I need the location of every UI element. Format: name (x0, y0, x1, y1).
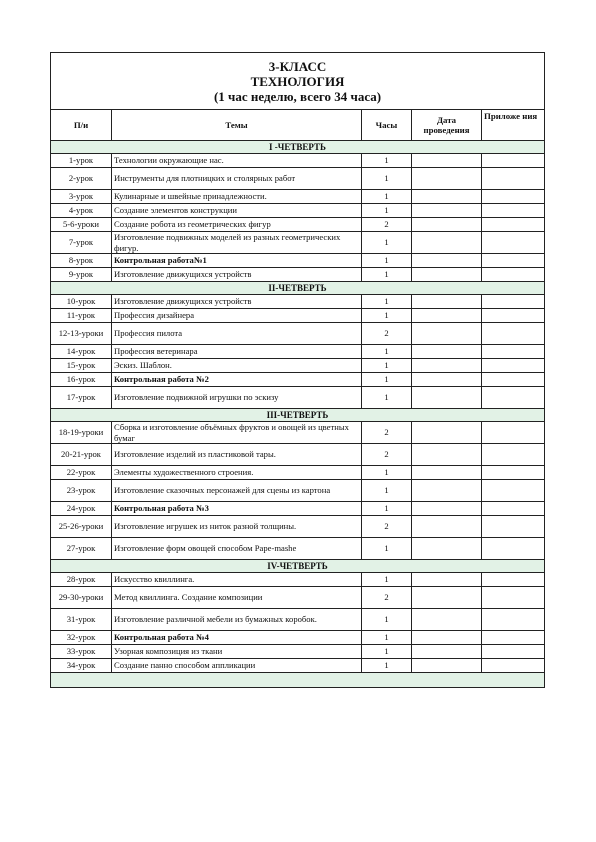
lesson-number: 29-30-уроки (51, 587, 112, 609)
lesson-number: 10-урок (51, 295, 112, 309)
lesson-date-cell (412, 631, 482, 645)
lesson-date-cell (412, 444, 482, 466)
quarter-label: IV-ЧЕТВЕРТЬ (51, 560, 545, 573)
lesson-hours: 1 (362, 168, 412, 190)
lesson-hours: 1 (362, 190, 412, 204)
lesson-number: 16-урок (51, 373, 112, 387)
lesson-row (51, 190, 545, 204)
lesson-appendix-cell (482, 502, 545, 516)
lesson-row (51, 204, 545, 218)
lesson-topic: Инструменты для плотницких и столярных работ (112, 168, 362, 190)
quarter-label: II-ЧЕТВЕРТЬ (51, 282, 545, 295)
lesson-date-cell (412, 466, 482, 480)
lesson-plan-table (50, 52, 545, 688)
lesson-hours: 2 (362, 323, 412, 345)
lesson-hours: 1 (362, 466, 412, 480)
quarter-row (51, 282, 545, 295)
lesson-appendix-cell (482, 480, 545, 502)
header-date: Дата проведения (412, 110, 482, 141)
lesson-hours: 1 (362, 309, 412, 323)
lesson-topic: Изготовление движущихся устройств (112, 268, 362, 282)
lesson-topic: Контрольная работа №3 (112, 502, 362, 516)
lesson-hours: 1 (362, 631, 412, 645)
title-class: 3-КЛАСС (268, 59, 327, 74)
lesson-date-cell (412, 480, 482, 502)
lesson-appendix-cell (482, 659, 545, 673)
lesson-row (51, 645, 545, 659)
lesson-number: 34-урок (51, 659, 112, 673)
lesson-appendix-cell (482, 268, 545, 282)
lesson-appendix-cell (482, 538, 545, 560)
lesson-appendix-cell (482, 387, 545, 409)
lesson-date-cell (412, 218, 482, 232)
lesson-row (51, 480, 545, 502)
lesson-number: 18-19-уроки (51, 422, 112, 444)
lesson-number: 20-21-урок (51, 444, 112, 466)
lesson-date-cell (412, 573, 482, 587)
lesson-topic: Создание робота из геометрических фигур (112, 218, 362, 232)
lesson-hours: 1 (362, 645, 412, 659)
lesson-row (51, 538, 545, 560)
lesson-hours: 1 (362, 480, 412, 502)
lesson-appendix-cell (482, 232, 545, 254)
lesson-date-cell (412, 659, 482, 673)
lesson-topic: Эскиз. Шаблон. (112, 359, 362, 373)
lesson-row (51, 587, 545, 609)
lesson-topic: Изготовление сказочных персонажей для сцены из картона (112, 480, 362, 502)
document-page (50, 52, 544, 688)
lesson-row (51, 232, 545, 254)
lesson-appendix-cell (482, 609, 545, 631)
lesson-appendix-cell (482, 309, 545, 323)
lesson-hours: 1 (362, 573, 412, 587)
lesson-number: 15-урок (51, 359, 112, 373)
lesson-appendix-cell (482, 631, 545, 645)
header-hours: Часы (362, 110, 412, 141)
lesson-date-cell (412, 154, 482, 168)
lesson-appendix-cell (482, 444, 545, 466)
lesson-row (51, 323, 545, 345)
lesson-number: 1-урок (51, 154, 112, 168)
header-topic: Темы (112, 110, 362, 141)
quarter-row (51, 409, 545, 422)
lesson-appendix-cell (482, 345, 545, 359)
lesson-topic: Профессия дизайнера (112, 309, 362, 323)
quarter-label: III-ЧЕТВЕРТЬ (51, 409, 545, 422)
lesson-row (51, 609, 545, 631)
lesson-row (51, 218, 545, 232)
lesson-hours: 2 (362, 444, 412, 466)
lesson-date-cell (412, 609, 482, 631)
lesson-date-cell (412, 323, 482, 345)
title-hours: (1 час неделю, всего 34 часа) (213, 89, 382, 104)
lesson-number: 24-урок (51, 502, 112, 516)
lesson-hours: 1 (362, 204, 412, 218)
header-number: П/и (51, 110, 112, 141)
lesson-number: 9-урок (51, 268, 112, 282)
lesson-number: 32-урок (51, 631, 112, 645)
lesson-row (51, 268, 545, 282)
lesson-hours: 1 (362, 502, 412, 516)
lesson-appendix-cell (482, 218, 545, 232)
lesson-hours: 1 (362, 387, 412, 409)
title-row (51, 53, 545, 110)
lesson-date-cell (412, 645, 482, 659)
lesson-date-cell (412, 587, 482, 609)
lesson-hours: 1 (362, 254, 412, 268)
lesson-row (51, 573, 545, 587)
lesson-topic: Изготовление различной мебели из бумажных коробок. (112, 609, 362, 631)
lesson-number: 23-урок (51, 480, 112, 502)
lesson-hours: 1 (362, 295, 412, 309)
lesson-topic: Контрольная работа №2 (112, 373, 362, 387)
lesson-row (51, 345, 545, 359)
lesson-hours: 1 (362, 359, 412, 373)
lesson-number: 17-урок (51, 387, 112, 409)
lesson-topic: Изготовление подвижной игрушки по эскизу (112, 387, 362, 409)
lesson-date-cell (412, 502, 482, 516)
lesson-date-cell (412, 268, 482, 282)
lesson-topic: Кулинарные и швейные принадлежности. (112, 190, 362, 204)
lesson-topic: Создание панно способом аппликации (112, 659, 362, 673)
lesson-date-cell (412, 516, 482, 538)
lesson-row (51, 154, 545, 168)
lesson-row (51, 631, 545, 645)
lesson-hours: 1 (362, 373, 412, 387)
lesson-number: 11-урок (51, 309, 112, 323)
lesson-row (51, 659, 545, 673)
lesson-topic: Узорная композиция из ткани (112, 645, 362, 659)
lesson-appendix-cell (482, 323, 545, 345)
lesson-topic: Создание элементов конструкции (112, 204, 362, 218)
lesson-number: 31-урок (51, 609, 112, 631)
lesson-row (51, 387, 545, 409)
lesson-topic: Изготовление подвижных моделей из разных геометрических фигур. (112, 232, 362, 254)
lesson-appendix-cell (482, 373, 545, 387)
lesson-hours: 2 (362, 218, 412, 232)
lesson-row (51, 254, 545, 268)
lesson-appendix-cell (482, 587, 545, 609)
lesson-topic: Профессия пилота (112, 323, 362, 345)
lesson-appendix-cell (482, 154, 545, 168)
lesson-hours: 1 (362, 538, 412, 560)
lesson-topic: Контрольная работа№1 (112, 254, 362, 268)
lesson-topic: Изготовление форм овощей способом Pape-mashe (112, 538, 362, 560)
quarter-row (51, 560, 545, 573)
lesson-topic: Технологии окружающие нас. (112, 154, 362, 168)
footer-row (51, 673, 545, 688)
lesson-number: 5-6-уроки (51, 218, 112, 232)
lesson-number: 14-урок (51, 345, 112, 359)
lesson-row (51, 359, 545, 373)
lesson-number: 27-урок (51, 538, 112, 560)
lesson-date-cell (412, 422, 482, 444)
lesson-appendix-cell (482, 516, 545, 538)
lesson-appendix-cell (482, 168, 545, 190)
lesson-hours: 2 (362, 422, 412, 444)
lesson-number: 22-урок (51, 466, 112, 480)
lesson-appendix-cell (482, 295, 545, 309)
lesson-topic: Элементы художественного строения. (112, 466, 362, 480)
lesson-date-cell (412, 309, 482, 323)
lesson-number: 28-урок (51, 573, 112, 587)
lesson-date-cell (412, 295, 482, 309)
lesson-appendix-cell (482, 466, 545, 480)
lesson-row (51, 373, 545, 387)
lesson-topic: Сборка и изготовление объёмных фруктов и овощей из цветных бумаг (112, 422, 362, 444)
lesson-number: 8-урок (51, 254, 112, 268)
quarter-label: I -ЧЕТВЕРТЬ (51, 141, 545, 154)
lesson-date-cell (412, 538, 482, 560)
lesson-appendix-cell (482, 190, 545, 204)
lesson-number: 12-13-уроки (51, 323, 112, 345)
lesson-appendix-cell (482, 645, 545, 659)
quarter-row (51, 141, 545, 154)
lesson-topic: Изготовление изделий из пластиковой тары. (112, 444, 362, 466)
lesson-date-cell (412, 168, 482, 190)
lesson-appendix-cell (482, 254, 545, 268)
lesson-hours: 1 (362, 609, 412, 631)
lesson-topic: Изготовление движущихся устройств (112, 295, 362, 309)
lesson-topic: Изготовление игрушек из ниток разной толщины. (112, 516, 362, 538)
lesson-topic: Профессия ветеринара (112, 345, 362, 359)
lesson-appendix-cell (482, 359, 545, 373)
lesson-row (51, 422, 545, 444)
lesson-date-cell (412, 190, 482, 204)
lesson-row (51, 444, 545, 466)
lesson-hours: 1 (362, 232, 412, 254)
lesson-date-cell (412, 204, 482, 218)
lesson-topic: Контрольная работа №4 (112, 631, 362, 645)
lesson-hours: 1 (362, 659, 412, 673)
lesson-date-cell (412, 254, 482, 268)
lesson-date-cell (412, 373, 482, 387)
lesson-date-cell (412, 359, 482, 373)
lesson-row (51, 466, 545, 480)
lesson-appendix-cell (482, 204, 545, 218)
lesson-row (51, 516, 545, 538)
lesson-date-cell (412, 232, 482, 254)
lesson-number: 2-урок (51, 168, 112, 190)
footer-cell (51, 673, 545, 688)
lesson-hours: 2 (362, 587, 412, 609)
lesson-row (51, 168, 545, 190)
lesson-number: 7-урок (51, 232, 112, 254)
lesson-number: 33-урок (51, 645, 112, 659)
lesson-appendix-cell (482, 422, 545, 444)
lesson-row (51, 309, 545, 323)
header-appendix: Приложе ния (482, 110, 545, 141)
lesson-row (51, 295, 545, 309)
document-title (51, 53, 545, 110)
lesson-number: 25-26-уроки (51, 516, 112, 538)
lesson-appendix-cell (482, 573, 545, 587)
lesson-hours: 1 (362, 345, 412, 359)
lesson-row (51, 502, 545, 516)
lesson-hours: 2 (362, 516, 412, 538)
lesson-topic: Искусство квиллинга. (112, 573, 362, 587)
lesson-hours: 1 (362, 268, 412, 282)
title-subject: ТЕХНОЛОГИЯ (250, 74, 345, 89)
lesson-hours: 1 (362, 154, 412, 168)
lesson-date-cell (412, 387, 482, 409)
lesson-number: 3-урок (51, 190, 112, 204)
lesson-number: 4-урок (51, 204, 112, 218)
lesson-date-cell (412, 345, 482, 359)
lesson-topic: Метод квиллинга. Создание композиции (112, 587, 362, 609)
header-row (51, 110, 545, 141)
